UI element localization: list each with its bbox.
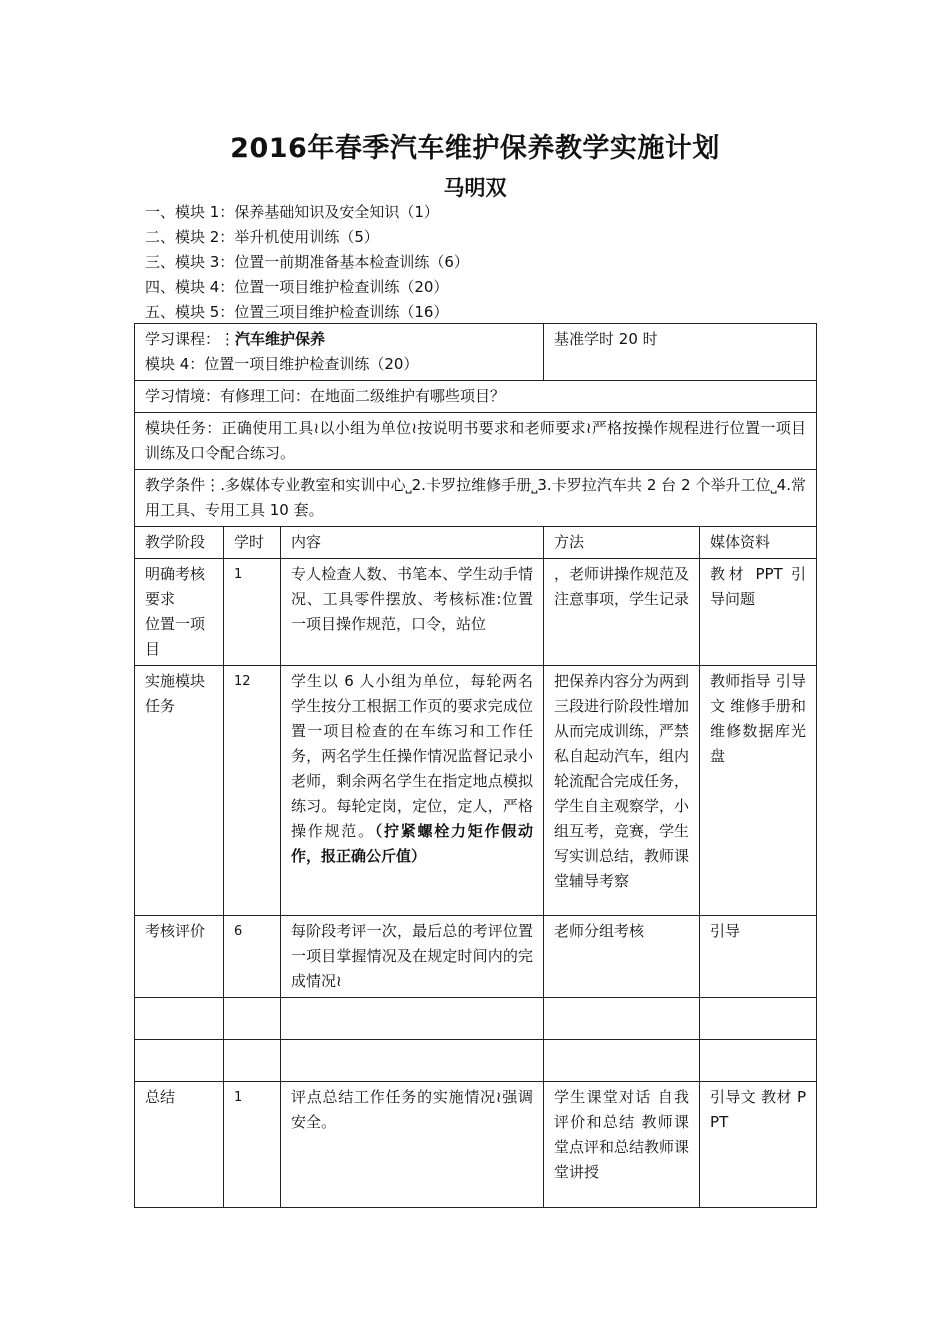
header-method: 方法 [544,527,700,559]
media-cell: 教师指导 引导文 维修手册和维修数据库光盘 [700,666,817,916]
stage-cell: 考核评价 [135,916,224,998]
stage-cell [135,1040,224,1082]
course-name: 汽车维护保养 [235,330,326,348]
method-cell: ，老师讲操作规范及注意事项，学生记录 [544,559,700,666]
author-name: 马明双 [443,176,507,200]
hours-cell [224,1040,281,1082]
hours-cell: 1 [224,1082,281,1208]
conditions-row [135,470,817,527]
header-content: 内容 [281,527,544,559]
method-cell: 把保养内容分为两到三段进行阶段性增加从而完成训练，严禁私自起动汽车，组内轮流配合完成任务，学生自主观察学，小组互考，竞赛，学生写实训总结，教师课堂辅导考察 [544,666,700,916]
module-item: 三、模块 3：位置一前期准备基本检查训练（6） [145,253,469,271]
table-row [135,1082,817,1208]
module-item: 五、模块 5：位置三项目维护检查训练（16） [145,303,449,321]
stage-cell: 实施模块任务 [135,666,224,916]
task-row [135,413,817,470]
teaching-plan-table [134,323,817,1208]
hours-cell: 6 [224,916,281,998]
header-row [135,527,817,559]
module-list [145,200,469,325]
content-cell [281,559,544,666]
table-row [135,998,817,1040]
content-text: 学生以 6 人小组为单位，每轮两名学生按分工根据工作页的要求完成位置一项目检查的在车练习和工作任务，两名学生任操作情况监督记录小老师，剩余两名学生在指定地点模拟练习。每轮定岗，定位，定人，严格操作规范。 [291,672,534,840]
media-cell [700,998,817,1040]
module-item: 二、模块 2：举升机使用训练（5） [145,228,379,246]
situation-row [135,381,817,413]
stage-cell: 明确考核要求 位置一项目 [135,559,224,666]
media-cell: 引导文 教材 PPT [700,1082,817,1208]
module-item: 四、模块 4：位置一项目维护检查训练（20） [145,278,449,296]
table-row [135,1040,817,1082]
method-cell [544,998,700,1040]
content-cell [281,998,544,1040]
situation-cell: 学习情境：有修理工问：在地面二级维护有哪些项目？ [135,381,817,413]
content-text: 专人检查人数、书笔本、学生动手情况、工具零件摆放、考核标准:位置一项目操作规范，口令，站位 [291,565,534,633]
course-label: 学习课程： [145,330,221,348]
content-cell [281,916,544,998]
content-bold-text: （拧紧螺栓力矩作假动作，报正确公斤值） [291,822,534,865]
method-cell: 老师分组考核 [544,916,700,998]
table-row [135,666,817,916]
header-stage: 教学阶段 [135,527,224,559]
hours-cell [224,998,281,1040]
media-cell: 教材 PPT 引导问题 [700,559,817,666]
method-cell [544,1040,700,1082]
hours-cell: 1 [224,559,281,666]
course-separator: ⋮ [220,330,236,348]
task-cell: 模块任务：正确使用工具≀以小组为单位≀按说明书要求和老师要求≀严格按操作规程进行位置一项目训练及口令配合练习。 [135,413,817,470]
media-cell: 引导 [700,916,817,998]
header-media: 媒体资料 [700,527,817,559]
hours-base-cell: 基准学时 20 时 [544,324,817,381]
course-cell [135,324,544,381]
content-text: 评点总结工作任务的实施情况≀强调安全。 [291,1088,534,1131]
method-cell: 学生课堂对话 自我评价和总结 教师课堂点评和总结教师课堂讲授 [544,1082,700,1208]
content-text: 每阶段考评一次，最后总的考评位置一项目掌握情况及在规定时间内的完成情况≀ [291,922,534,990]
table-row [135,559,817,666]
module-line: 模块 4：位置一项目维护检查训练（20） [145,355,419,373]
content-cell [281,1082,544,1208]
table-row [135,916,817,998]
content-cell [281,1040,544,1082]
course-row [135,324,817,381]
stage-cell [135,998,224,1040]
content-cell [281,666,544,916]
hours-cell: 12 [224,666,281,916]
header-hours: 学时 [224,527,281,559]
document-title: 2016年春季汽车维护保养教学实施计划 [230,133,720,164]
stage-cell: 总结 [135,1082,224,1208]
media-cell [700,1040,817,1082]
conditions-cell: 教学条件⋮.多媒体专业教室和实训中心⎵2.卡罗拉维修手册⎵3.卡罗拉汽车共 2 台 2 个举升工位⎵4.常用工具、专用工具 10 套。 [135,470,817,527]
module-item: 一、模块 1：保养基础知识及安全知识（1） [145,203,439,221]
